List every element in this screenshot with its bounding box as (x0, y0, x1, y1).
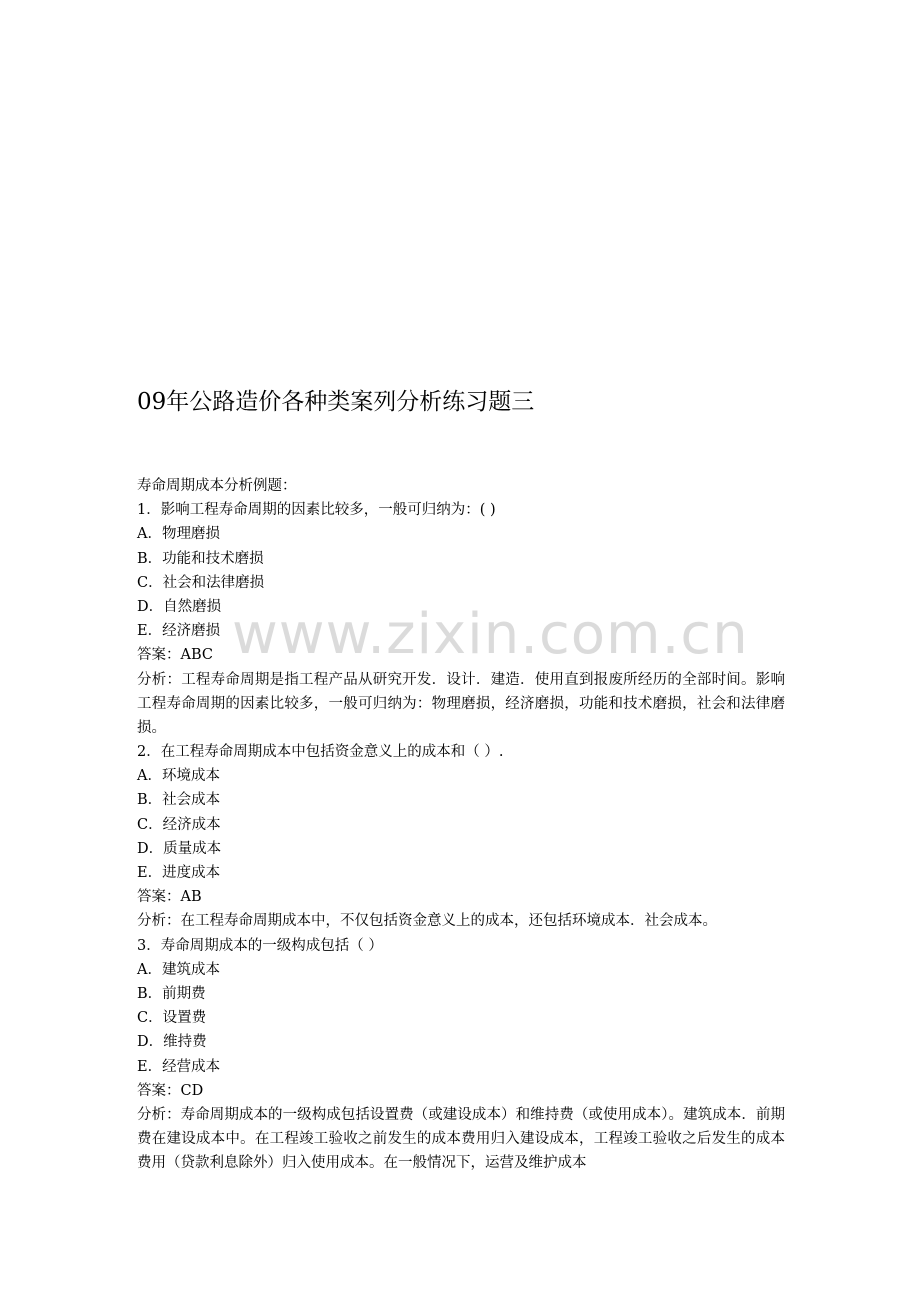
analysis-text: 分析：工程寿命周期是指工程产品从研究开发．设计．建造．使用直到报废所经历的全部时间。影响工程寿命周期的因素比较多，一般可归纳为：物理磨损，经济磨损，功能和技术磨损，社会和法律磨损。 (137, 671, 785, 736)
option-d: D．自然磨损 (137, 598, 222, 615)
option-c: C．经济成本 (137, 816, 221, 833)
option-e: E．经济磨损 (137, 623, 221, 640)
option-b: B．功能和技术磨损 (137, 550, 264, 567)
document-body (137, 474, 785, 1176)
option-d: D．质量成本 (137, 840, 222, 857)
question-text: 3．寿命周期成本的一级构成包括（ ） (137, 937, 383, 954)
option-e: E．进度成本 (137, 865, 221, 882)
question-block-2 (137, 740, 785, 934)
option-b: B．社会成本 (137, 792, 221, 809)
option-a: A．建筑成本 (137, 961, 220, 978)
section-heading: 寿命周期成本分析例题： (137, 478, 297, 494)
option-d: D．维持费 (137, 1034, 207, 1051)
option-a: A．环境成本 (137, 768, 220, 785)
analysis-text: 分析：在工程寿命周期成本中，不仅包括资金意义上的成本，还包括环境成本．社会成本。 (137, 913, 717, 930)
option-c: C．设置费 (137, 1010, 207, 1027)
answer-text: 答案：ABC (137, 647, 213, 664)
document-title: 09年公路造价各种类案列分析练习题三 (137, 389, 535, 415)
answer-text: 答案：AB (137, 889, 202, 906)
option-b: B．前期费 (137, 986, 206, 1002)
option-e: E．经营成本 (137, 1058, 221, 1075)
option-a: A．物理磨损 (137, 526, 220, 543)
question-block-1 (137, 498, 785, 740)
option-c: C．社会和法律磨损 (137, 574, 265, 591)
question-block-3 (137, 934, 785, 1176)
question-text: 1．影响工程寿命周期的因素比较多，一般可归纳为：( ) (137, 502, 496, 519)
watermark-text: www.zixin.com.cn (232, 602, 749, 667)
answer-text: 答案：CD (137, 1082, 204, 1099)
question-text: 2．在工程寿命周期成本中包括资金意义上的成本和（ ）. (137, 744, 504, 761)
analysis-text: 分析：寿命周期成本的一级构成包括设置费（或建设成本）和维持费（或使用成本）。建筑成本．前期费在建设成本中。在工程竣工验收之前发生的成本费用归入建设成本，工程竣工验收之后发生的成本费用（贷款利息除外）归入使用成本。在一般情况下，运营及维护成本 (137, 1106, 785, 1172)
